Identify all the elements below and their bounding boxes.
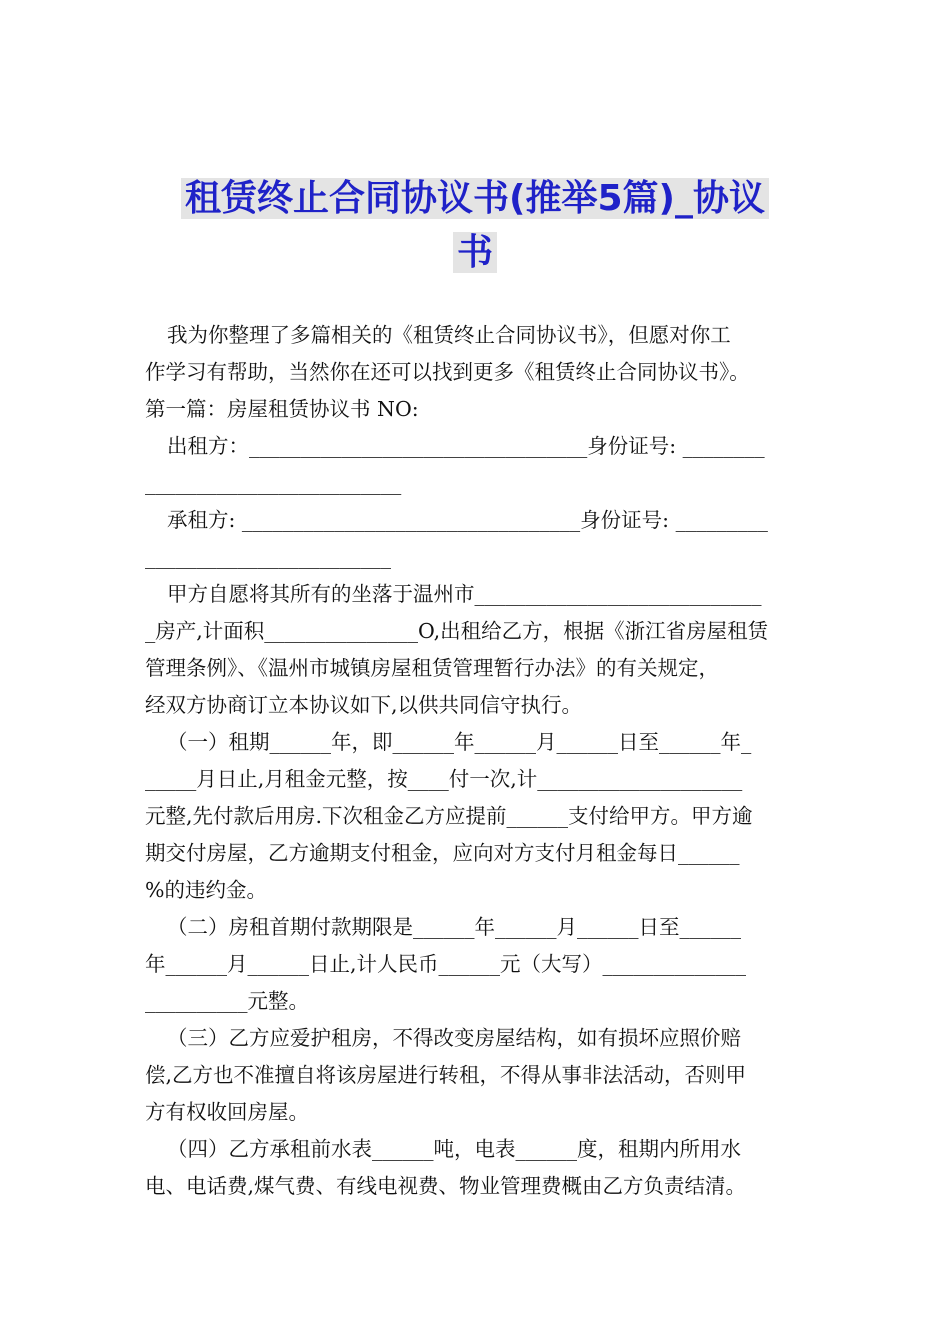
document-title (140, 172, 810, 280)
lessee-line: 承租方: _________________________________身份证号: _________ (167, 508, 768, 532)
clause-2-line-2: 年______月______日止,计人民币______元（大写）______________ (145, 952, 747, 976)
section-heading: 第一篇：房屋租赁协议书 NO: (145, 397, 419, 421)
intro-line-1: 我为你整理了多篇相关的《租赁终止合同协议书》，但愿对你工 (167, 323, 731, 347)
clause-1-line-3: 元整,先付款后用房.下次租金乙方应提前______支付给甲方。甲方逾 (145, 804, 753, 828)
clause-4-line-1: （四）乙方承租前水表______吨，电表______度，租期内所用水 (167, 1137, 741, 1161)
clause-intro-line-2: _房产,计面积_______________O,出租给乙方，根据《浙江省房屋租赁 (145, 619, 769, 643)
title-line-1: 租赁终止合同协议书(推举5篇)_协议 (181, 178, 769, 219)
clause-intro-line-3: 管理条例》、《温州市城镇房屋租赁管理暂行办法》的有关规定， (145, 656, 719, 680)
clause-2-line-3: __________元整。 (145, 989, 309, 1013)
lessor-line: 出租方：_________________________________身份证号: ________ (167, 434, 765, 458)
clause-1-line-5: %的违约金。 (145, 878, 267, 902)
clause-3-line-3: 方有权收回房屋。 (145, 1100, 309, 1124)
document-body (145, 317, 807, 1205)
clause-1-line-1: （一）租期______年，即______年______月______日至______年_ (167, 730, 752, 754)
clause-1-line-2: _____月日止,月租金元整，按____付一次,计____________________ (145, 767, 743, 791)
clause-2-line-1: （二）房租首期付款期限是______年______月______日至______ (167, 915, 741, 939)
clause-3-line-1: （三）乙方应爱护租房，不得改变房屋结构，如有损坏应照价赔 (167, 1026, 741, 1050)
lessor-line-cont: _________________________ (145, 471, 402, 495)
clause-3-line-2: 偿,乙方也不准擅自将该房屋进行转租，不得从事非法活动，否则甲 (145, 1063, 747, 1087)
clause-4-line-2: 电、电话费,煤气费、有线电视费、物业管理费概由乙方负责结清。 (145, 1174, 747, 1198)
clause-1-line-4: 期交付房屋，乙方逾期支付租金，应向对方支付月租金每日______ (145, 841, 740, 865)
lessee-line-cont: ________________________ (145, 545, 391, 569)
clause-intro-line-1: 甲方自愿将其所有的坐落于温州市____________________________ (167, 582, 762, 606)
intro-line-2: 作学习有帮助，当然你在还可以找到更多《租赁终止合同协议书》。 (145, 360, 750, 384)
clause-intro-line-4: 经双方协商订立本协议如下,以供共同信守执行。 (145, 693, 583, 717)
title-line-2: 书 (453, 232, 497, 273)
